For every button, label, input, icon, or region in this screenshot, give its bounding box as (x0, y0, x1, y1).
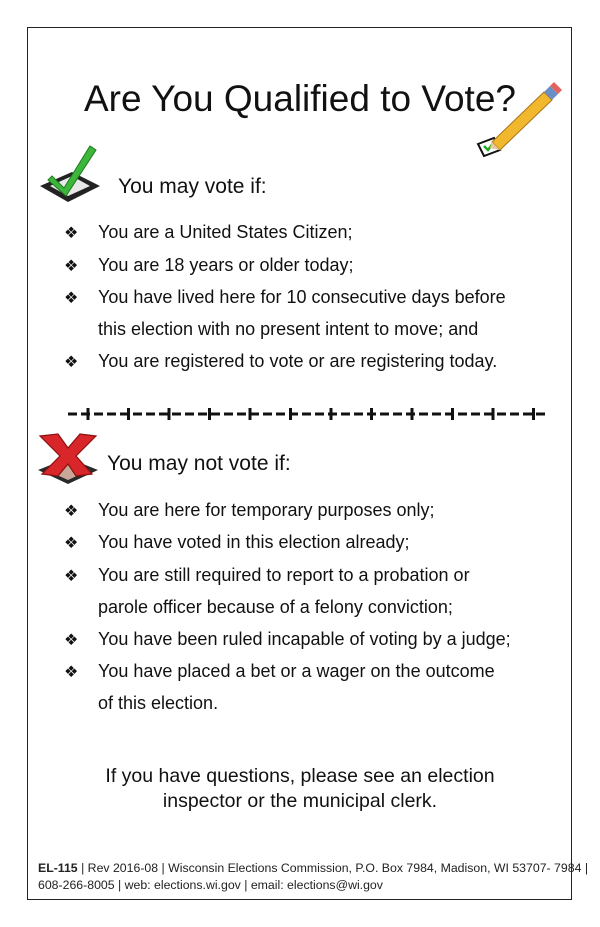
bullet-icon: ❖ (64, 632, 79, 649)
may-vote-heading: You may vote if: (118, 175, 267, 198)
bullet-icon: ❖ (64, 535, 79, 552)
bullet-icon: ❖ (64, 290, 79, 307)
red-x-icon (36, 430, 100, 486)
divider-cross (330, 408, 333, 420)
dashed-divider (68, 404, 546, 424)
divider-cross (411, 408, 414, 420)
divider-cross (87, 408, 90, 420)
divider-cross (168, 408, 171, 420)
divider-cross (249, 408, 252, 420)
bullet-icon: ❖ (64, 225, 79, 242)
list-item: ❖ You are registered to vote or are registering today. (64, 351, 498, 371)
page-title: Are You Qualified to Vote? (83, 78, 516, 119)
bullet-icon: ❖ (64, 568, 79, 585)
bullet-icon: ❖ (64, 354, 79, 371)
bullet-icon: ❖ (64, 503, 79, 520)
pencil-icon (472, 78, 564, 164)
list-item-continuation: of this election. (98, 693, 219, 713)
divider-cross (492, 408, 495, 420)
bullet-icon: ❖ (64, 258, 79, 275)
list-item-continuation: parole officer because of a felony conviction; (98, 597, 453, 617)
divider-cross (451, 408, 454, 420)
list-item: ❖ You have lived here for 10 consecutive days before (64, 287, 506, 307)
bullet-icon: ❖ (64, 664, 79, 681)
divider-cross (370, 408, 373, 420)
list-item: ❖ You are 18 years or older today; (64, 255, 354, 275)
divider-cross (127, 408, 130, 420)
list-item: ❖ You are a United States Citizen; (64, 222, 353, 242)
list-item-continuation: this election with no present intent to move; and (98, 319, 479, 339)
divider-cross (289, 408, 292, 420)
list-item: ❖ You have been ruled incapable of voting by a judge; (64, 629, 511, 649)
footer: EL-115 | Rev 2016-08 | Wisconsin Elections Commission, P.O. Box 7984, Madison, WI 53707- 7984 | 608-266-8005 | web: elections.wi.gov | email: elections@wi.gov (38, 861, 589, 892)
divider-cross (532, 408, 535, 420)
list-item: ❖ You are still required to report to a probation or (64, 565, 470, 585)
closing-note: If you have questions, please see an election inspector or the municipal clerk. (105, 765, 495, 812)
list-item: ❖ You have voted in this election already; (64, 532, 410, 552)
list-item: ❖ You have placed a bet or a wager on the outcome (64, 661, 495, 681)
form-id: EL-115 (38, 861, 78, 875)
divider-cross (208, 408, 211, 420)
checkbox-check-icon (38, 142, 104, 204)
may-not-vote-heading: You may not vote if: (107, 452, 291, 475)
list-item: ❖ You are here for temporary purposes only; (64, 500, 435, 520)
